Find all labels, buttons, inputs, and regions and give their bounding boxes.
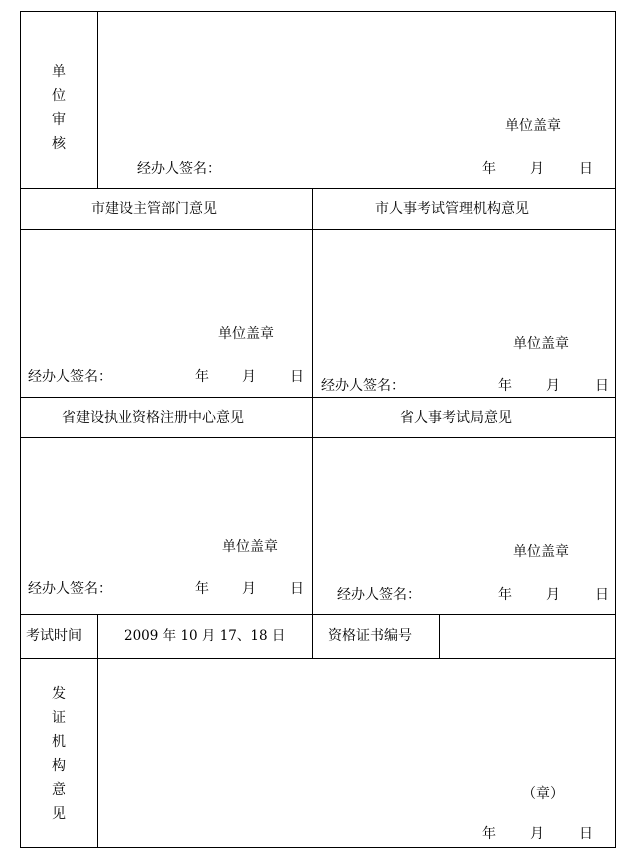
unit-signer-label: 经办人签名： [137,161,221,177]
prov-construction-year: 年 [195,581,209,597]
prov-exam-signer: 经办人签名： [337,587,421,603]
exam-time-label: 考试时间 [26,628,82,644]
issuing-date-month: 月 [530,826,544,842]
divider [439,614,440,659]
unit-seal: 单位盖章 [505,118,561,134]
city-construction-signer: 经办人签名： [28,369,112,385]
border-top [20,11,616,12]
city-exam-header: 市人事考试管理机构意见 [375,201,529,217]
prov-exam-month: 月 [546,587,560,603]
city-exam-year: 年 [498,378,512,394]
prov-exam-year: 年 [498,587,512,603]
city-construction-year: 年 [195,369,209,385]
divider [97,614,98,848]
certificate-no-label: 资格证书编号 [328,628,412,644]
exam-time-value: 2009 年 10 月 17、18 日 [124,628,286,644]
issuing-authority-label: 发 证 机 构 意 见 [52,686,66,822]
city-exam-signer: 经办人签名： [321,378,405,394]
unit-date-day: 日 [579,161,593,177]
divider [20,188,616,189]
prov-exam-header: 省人事考试局意见 [400,410,512,426]
divider [20,437,616,438]
city-exam-day: 日 [595,378,609,394]
divider [312,188,313,659]
divider [20,397,616,398]
city-construction-day: 日 [290,369,304,385]
city-construction-seal: 单位盖章 [218,326,274,342]
divider [97,11,98,189]
issuing-date-year: 年 [482,826,496,842]
divider [20,614,616,615]
border-right [615,11,616,848]
prov-exam-seal: 单位盖章 [513,544,569,560]
issuing-date-day: 日 [579,826,593,842]
unit-date-year: 年 [482,161,496,177]
prov-construction-signer: 经办人签名： [28,581,112,597]
issuing-seal: （章） [522,786,564,802]
prov-construction-seal: 单位盖章 [222,539,278,555]
unit-review-label: 单 位 审 核 [52,64,66,152]
prov-exam-day: 日 [595,587,609,603]
unit-date-month: 月 [530,161,544,177]
border-left [20,11,21,848]
prov-construction-day: 日 [290,581,304,597]
city-construction-header: 市建设主管部门意见 [91,201,217,217]
city-construction-month: 月 [242,369,256,385]
divider [20,658,616,659]
prov-construction-month: 月 [242,581,256,597]
city-exam-month: 月 [546,378,560,394]
city-exam-seal: 单位盖章 [513,336,569,352]
divider [20,229,616,230]
certificate-no-field[interactable] [446,628,606,644]
border-bottom [20,847,616,848]
prov-construction-header: 省建设执业资格注册中心意见 [62,410,244,426]
